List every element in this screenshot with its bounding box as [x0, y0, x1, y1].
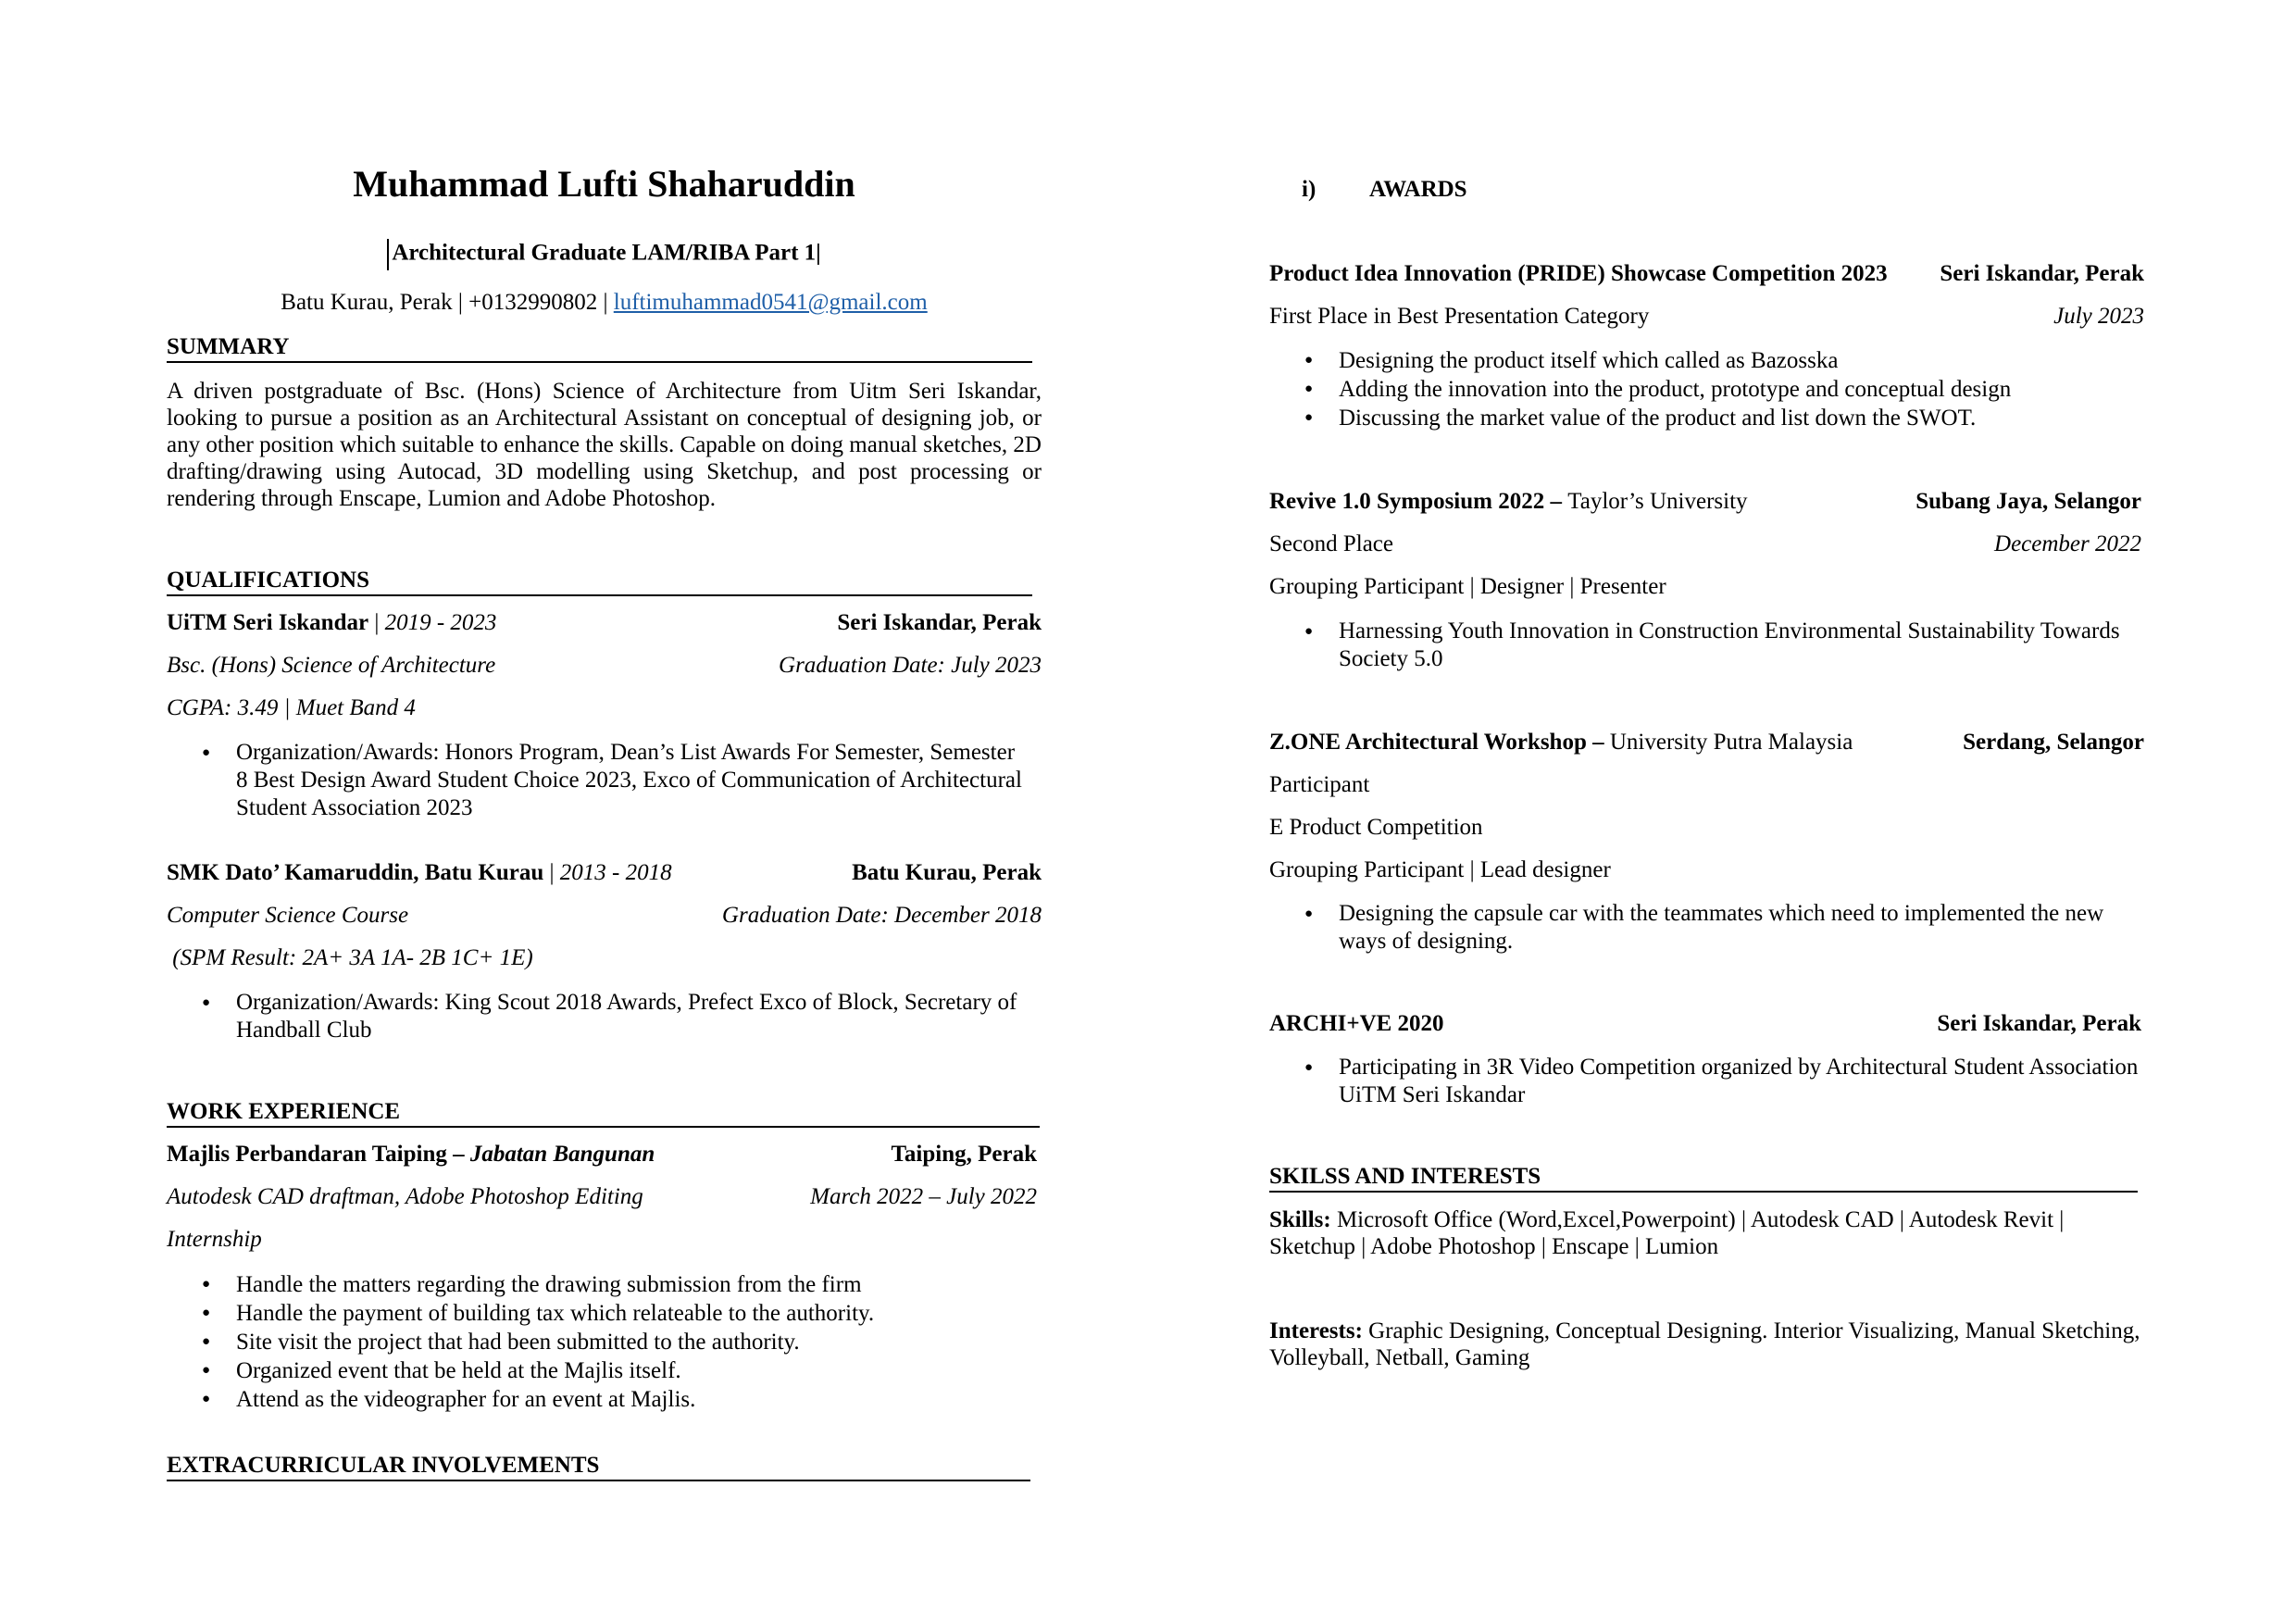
right-column [1269, 0, 2144, 1624]
list-item: ● Participating in 3R Video Competition organized by Architectural Student Association UiTM Seri Iskandar [1269, 1054, 2144, 1109]
skills-text [1269, 1206, 2144, 1260]
list-item: ● Handle the payment of building tax which relateable to the authority. [167, 1299, 1028, 1328]
revive-title-line [1269, 488, 1748, 516]
email-link[interactable]: luftimuhammad0541@gmail.com [613, 290, 928, 315]
interests-text [1269, 1318, 2144, 1371]
revive-title: Revive 1.0 Symposium 2022 – [1269, 489, 1568, 514]
zone-title: Z.ONE Architectural Workshop – [1269, 730, 1610, 755]
list-item: ● Harnessing Youth Innovation in Construction Environmental Sustainability Towards Society 5.0 [1269, 618, 2144, 673]
zone-bullets [1269, 900, 2144, 956]
pride-date: July 2023 [2053, 304, 2144, 329]
work-type-row [167, 1226, 1042, 1254]
uitm-graduation: Graduation Date: July 2023 [779, 653, 1042, 678]
archive-location: Seri Iskandar, Perak [1937, 1011, 2141, 1036]
list-item: ● Discussing the market value of the product and list down the SWOT. [1269, 404, 2144, 432]
revive-header [1269, 488, 2144, 516]
uitm-school: UiTM Seri Iskandar [167, 610, 369, 635]
pride-header [1269, 260, 2144, 288]
archive-bullets [1269, 1054, 2144, 1109]
zone-result: Participant [1269, 772, 1370, 797]
smk-bullets [167, 989, 1028, 1044]
smk-result-row [167, 944, 1042, 972]
contact-details: Batu Kurau, Perak | +0132990802 | [281, 290, 614, 315]
zone-category: E Product Competition [1269, 815, 1483, 840]
zone-category-row [1269, 814, 2144, 842]
candidate-name: Muhammad Lufti Shaharuddin [353, 163, 855, 205]
zone-host: University Putra Malaysia [1609, 730, 1853, 755]
text-cursor [387, 239, 389, 270]
smk-course: Computer Science Course [167, 903, 409, 928]
list-item: ● Organized event that be held at the Majlis itself. [167, 1356, 1028, 1385]
revive-date: December 2022 [1994, 531, 2141, 556]
zone-location: Serdang, Selangor [1963, 730, 2144, 755]
uitm-cgpa: CGPA: 3.49 | Muet Band 4 [167, 695, 416, 720]
subtitle-text: Architectural Graduate LAM/RIBA Part 1| [392, 240, 821, 266]
work-department: Jabatan Bangunan [469, 1142, 655, 1167]
revive-host: Taylor’s University [1567, 489, 1748, 514]
revive-result: Second Place [1269, 531, 1393, 556]
list-item: ● Designing the product itself which called as Bazosska [1269, 346, 2144, 375]
zone-result-row [1269, 771, 2144, 799]
extracurricular-heading: EXTRACURRICULAR INVOLVEMENTS [167, 1452, 1030, 1481]
zone-header [1269, 729, 2144, 756]
work-entry-header [167, 1141, 1042, 1168]
skills-list: Microsoft Office (Word,Excel,Powerpoint) | Autodesk CAD | Autodesk Revit | Sketchup | Adobe Photoshop | Enscape | Lumion [1269, 1207, 2065, 1259]
summary-text: A driven postgraduate of Bsc. (Hons) Science of Architecture from Uitm Seri Iskandar, looking to pursue a position as an Architectural Assistant on conceptual of designing job, or any other position which suitable to enhance the skills. Capable on doing manual sketches, 2D drafting/drawing using Autocad, 3D modelling using Sketchup, and post processing or rendering through Enscape, Lumion and Adobe Photoshop. [167, 379, 1042, 511]
smk-course-row [167, 902, 1042, 930]
list-item: ● Adding the innovation into the product, prototype and conceptual design [1269, 375, 2144, 404]
work-employer-line [167, 1141, 655, 1168]
uitm-course-row [167, 652, 1042, 680]
uitm-school-line [167, 609, 496, 637]
smk-graduation: Graduation Date: December 2018 [721, 903, 1042, 928]
work-dates: March 2022 – July 2022 [810, 1184, 1037, 1209]
uitm-bullets [167, 739, 1028, 822]
archive-title: ARCHI+VE 2020 [1269, 1011, 1444, 1036]
contact-line [167, 289, 1042, 317]
uitm-location: Seri Iskandar, Perak [837, 610, 1042, 635]
pride-result-row [1269, 303, 2144, 331]
skills-label: Skills: [1269, 1207, 1331, 1232]
zone-roles: Grouping Participant | Lead designer [1269, 857, 1611, 882]
uitm-separator: | [368, 610, 385, 635]
smk-result: (SPM Result: 2A+ 3A 1A- 2B 1C+ 1E) [167, 945, 533, 970]
zone-roles-row [1269, 856, 2144, 884]
awards-heading: AWARDS [1369, 177, 1467, 202]
work-heading: WORK EXPERIENCE [167, 1098, 1040, 1128]
uitm-course: Bsc. (Hons) Science of Architecture [167, 653, 496, 678]
list-item: ● Handle the matters regarding the drawing submission from the firm [167, 1270, 1028, 1299]
work-bullets [167, 1270, 1028, 1414]
list-item: ● Organization/Awards: Honors Program, Dean’s List Awards For Semester, Semester 8 Best Design Award Student Choice 2023, Exco of Communication of Architectural Student Association 2023 [167, 739, 1028, 822]
list-item: ● Organization/Awards: King Scout 2018 Awards, Prefect Exco of Block, Secretary of Handball Club [167, 989, 1028, 1044]
qualifications-heading: QUALIFICATIONS [167, 567, 1032, 596]
interests-label: Interests: [1269, 1318, 1363, 1343]
pride-location: Seri Iskandar, Perak [1940, 261, 2144, 286]
revive-roles-row [1269, 573, 2144, 601]
smk-years: 2013 - 2018 [559, 860, 672, 885]
awards-heading-row [1269, 176, 2144, 204]
work-role-row [167, 1183, 1042, 1211]
skills-heading: SKILSS AND INTERESTS [1269, 1163, 2138, 1193]
smk-school: SMK Dato’ Kamaruddin, Batu Kurau [167, 860, 544, 885]
left-column [167, 0, 1042, 1624]
revive-bullets [1269, 618, 2144, 673]
work-role: Autodesk CAD draftman, Adobe Photoshop Editing [167, 1184, 643, 1209]
smk-separator: | [543, 860, 560, 885]
archive-header [1269, 1010, 2144, 1038]
awards-number: i) [1302, 177, 1316, 202]
uitm-entry-header [167, 609, 1042, 637]
list-item: ● Site visit the project that had been submitted to the authority. [167, 1328, 1028, 1356]
uitm-years: 2019 - 2023 [384, 610, 497, 635]
zone-title-line [1269, 729, 1853, 756]
smk-school-line [167, 859, 672, 887]
candidate-subtitle [167, 239, 1042, 270]
smk-entry-header [167, 859, 1042, 887]
list-item: ● Attend as the videographer for an event at Majlis. [167, 1385, 1028, 1414]
pride-result: First Place in Best Presentation Category [1269, 304, 1650, 329]
revive-result-row [1269, 531, 2144, 558]
list-item: ● Designing the capsule car with the teammates which need to implemented the new ways of designing. [1269, 900, 2144, 956]
pride-bullets [1269, 346, 2144, 432]
work-location: Taiping, Perak [891, 1142, 1037, 1167]
revive-roles: Grouping Participant | Designer | Presenter [1269, 574, 1666, 599]
pride-title: Product Idea Innovation (PRIDE) Showcase Competition 2023 [1269, 261, 1888, 286]
work-type: Internship [167, 1227, 262, 1252]
interests-list: Graphic Designing, Conceptual Designing. Interior Visualizing, Manual Sketching, Volleyball, Netball, Gaming [1269, 1318, 2140, 1370]
summary-heading: SUMMARY [167, 333, 1032, 363]
uitm-cgpa-row [167, 694, 1042, 722]
smk-location: Batu Kurau, Perak [852, 860, 1042, 885]
revive-location: Subang Jaya, Selangor [1915, 489, 2141, 514]
work-employer: Majlis Perbandaran Taiping – [167, 1142, 470, 1167]
